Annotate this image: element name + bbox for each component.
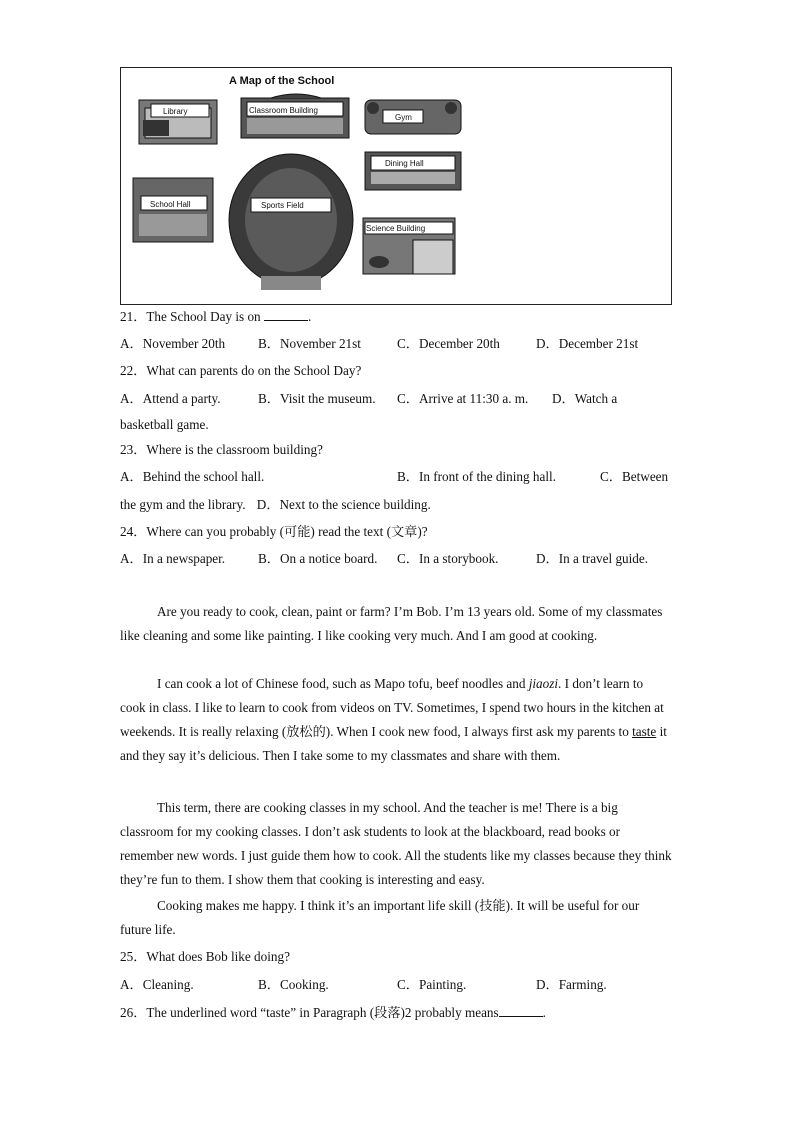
q22-option-b: B．Visit the museum. <box>258 391 376 406</box>
q23-option-d: D．Next to the science building. <box>256 497 431 512</box>
question-26-blank <box>499 1004 543 1017</box>
q23-option-a: A．Behind the school hall. <box>120 469 265 484</box>
q23-option-c-cont: the gym and the library. <box>120 497 246 512</box>
question-25-stem: 25．What does Bob like doing? <box>120 949 290 964</box>
question-23-stem: 23．Where is the classroom building? <box>120 442 323 457</box>
p2-text-a: I can cook a lot of Chinese food, such as Mapo tofu, beef noodles and <box>157 676 529 691</box>
sports-field <box>229 154 353 290</box>
dining-hall-building <box>365 152 461 190</box>
q25-option-d: D．Farming. <box>536 977 607 992</box>
p2-italic-word: jiaozi <box>528 676 559 691</box>
question-24 <box>120 523 428 541</box>
question-22 <box>120 362 361 380</box>
passage-paragraph-4: Cooking makes me happy. I think it’s an important life skill (技能). It will be useful for our future life. <box>120 898 640 937</box>
school-map-drawing <box>121 68 671 304</box>
q24-option-b: B．On a notice board. <box>258 551 378 566</box>
science-building <box>363 218 455 274</box>
q23-option-b: B．In front of the dining hall. <box>397 469 556 484</box>
q23-option-c: C．Between <box>600 469 669 484</box>
question-23-options-continued <box>120 496 431 514</box>
school-hall-label: School Hall <box>150 200 191 209</box>
science-building-label: Science Building <box>366 224 426 233</box>
classroom-building <box>241 94 349 138</box>
library-label: Library <box>163 107 188 116</box>
q22-option-a: A．Attend a party. <box>120 391 221 406</box>
question-26-end: . <box>542 1005 546 1020</box>
question-21-stem: 21．The School Day is on <box>120 309 261 324</box>
map-title: A Map of the School <box>229 75 335 87</box>
gym-building <box>365 100 461 134</box>
question-25 <box>120 948 290 966</box>
q21-option-c: C．December 20th <box>397 336 500 351</box>
q22-option-d: D．Watch a <box>552 391 618 406</box>
p2-text-c: it and they say it’s delicious. Then I take some to my classmates and share with them. <box>120 724 667 763</box>
q22-option-d-cont: basketball game. <box>120 417 209 432</box>
question-21-blank <box>264 308 308 321</box>
question-22-stem: 22．What can parents do on the School Day? <box>120 363 362 378</box>
q25-option-b: B．Cooking. <box>258 977 329 992</box>
question-21 <box>120 308 311 326</box>
passage-paragraph-1: Are you ready to cook, clean, paint or farm? I’m Bob. I’m 13 years old. Some of my classmates like cleaning and some like painting. I like cooking very much. And I am good at cooking. <box>120 604 663 643</box>
q22-option-c: C．Arrive at 11:30 a. m. <box>397 391 529 406</box>
q25-option-a: A．Cleaning. <box>120 977 194 992</box>
question-21-end: . <box>307 309 312 324</box>
classroom-label: Classroom Building <box>249 106 318 115</box>
library-building <box>139 100 217 144</box>
school-hall-building <box>133 178 213 242</box>
q24-option-d: D．In a travel guide. <box>536 551 649 566</box>
q25-option-c: C．Painting. <box>397 977 467 992</box>
question-26-stem: 26．The underlined word “taste” in Paragraph (段落)2 probably means <box>120 1005 499 1020</box>
gym-label: Gym <box>395 113 412 122</box>
question-26 <box>120 1004 546 1022</box>
q21-option-b: B．November 21st <box>258 336 361 351</box>
dining-hall-label: Dining Hall <box>385 159 424 168</box>
p2-underlined-word: taste <box>632 724 657 739</box>
q24-option-c: C．In a storybook. <box>397 551 499 566</box>
sports-field-label: Sports Field <box>261 201 304 210</box>
question-23 <box>120 441 323 459</box>
p2-text-b: . I don’t learn to cook in class. I like to learn to cook from videos on TV. Sometimes, I spend two hours in the kitchen at weekends. It is really relaxing (放松的). When I cook new food, I always first ask my parents to <box>120 676 664 739</box>
school-map-figure <box>120 67 672 305</box>
passage-paragraph-3: This term, there are cooking classes in my school. And the teacher is me! There is a big classroom for my cooking classes. I don’t ask students to look at the blackboard, read books or remember new words. I just guide them how to cook. All the students like my classes because they think they’re fun to them. I show them that cooking is interesting and easy. <box>120 800 672 887</box>
q22-option-d-continued <box>120 416 209 434</box>
passage-paragraph-2 <box>120 672 672 768</box>
q24-option-a: A．In a newspaper. <box>120 551 226 566</box>
q21-option-a: A．November 20th <box>120 336 226 351</box>
question-24-stem: 24．Where can you probably (可能) read the text (文章)? <box>120 524 428 539</box>
q21-option-d: D．December 21st <box>536 336 639 351</box>
